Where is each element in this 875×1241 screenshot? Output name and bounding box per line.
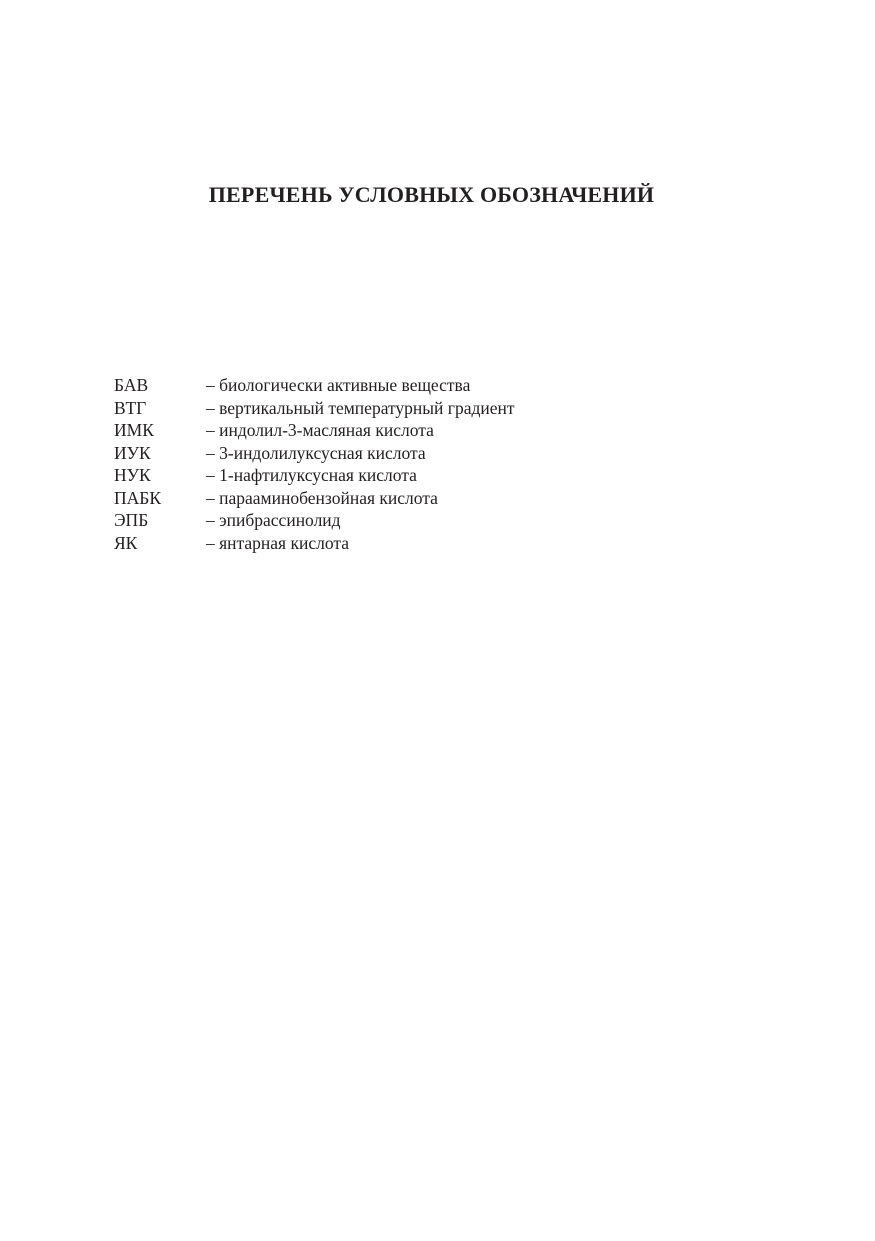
- page-title: ПЕРЕЧЕНЬ УСЛОВНЫХ ОБОЗНАЧЕНИЙ: [208, 182, 655, 207]
- abbreviation-row: [114, 509, 515, 532]
- abbreviation-definition: – биологически активные вещества: [206, 375, 471, 395]
- abbreviation-row: [114, 419, 515, 442]
- abbreviation-term: ПАБК: [114, 487, 161, 508]
- abbreviation-row: [114, 487, 515, 510]
- abbreviation-term: ИУК: [114, 442, 151, 463]
- abbreviation-term: НУК: [114, 465, 151, 485]
- abbreviation-list: [114, 374, 515, 554]
- abbreviation-row: [114, 464, 515, 487]
- abbreviation-definition: – 3-индолилуксусная кислота: [206, 442, 426, 463]
- abbreviation-definition: – парааминобензойная кислота: [206, 487, 438, 508]
- abbreviation-term: БАВ: [114, 375, 149, 395]
- abbreviation-term: ВТГ: [114, 397, 147, 418]
- abbreviation-definition: – вертикальный температурный градиент: [206, 397, 515, 418]
- abbreviation-row: [114, 374, 515, 397]
- abbreviation-definition: – 1-нафтилуксусная кислота: [206, 465, 417, 485]
- abbreviation-definition: – янтарная кислота: [206, 532, 349, 553]
- abbreviation-row: [114, 397, 515, 420]
- abbreviation-definition: – индолил-3-масляная кислота: [206, 420, 434, 440]
- abbreviation-term: ЭПБ: [114, 510, 149, 530]
- abbreviation-row: [114, 532, 515, 555]
- abbreviation-definition: – эпибрассинолид: [206, 510, 341, 530]
- abbreviation-row: [114, 442, 515, 465]
- abbreviation-term: ЯК: [114, 532, 138, 553]
- abbreviation-term: ИМК: [114, 420, 154, 440]
